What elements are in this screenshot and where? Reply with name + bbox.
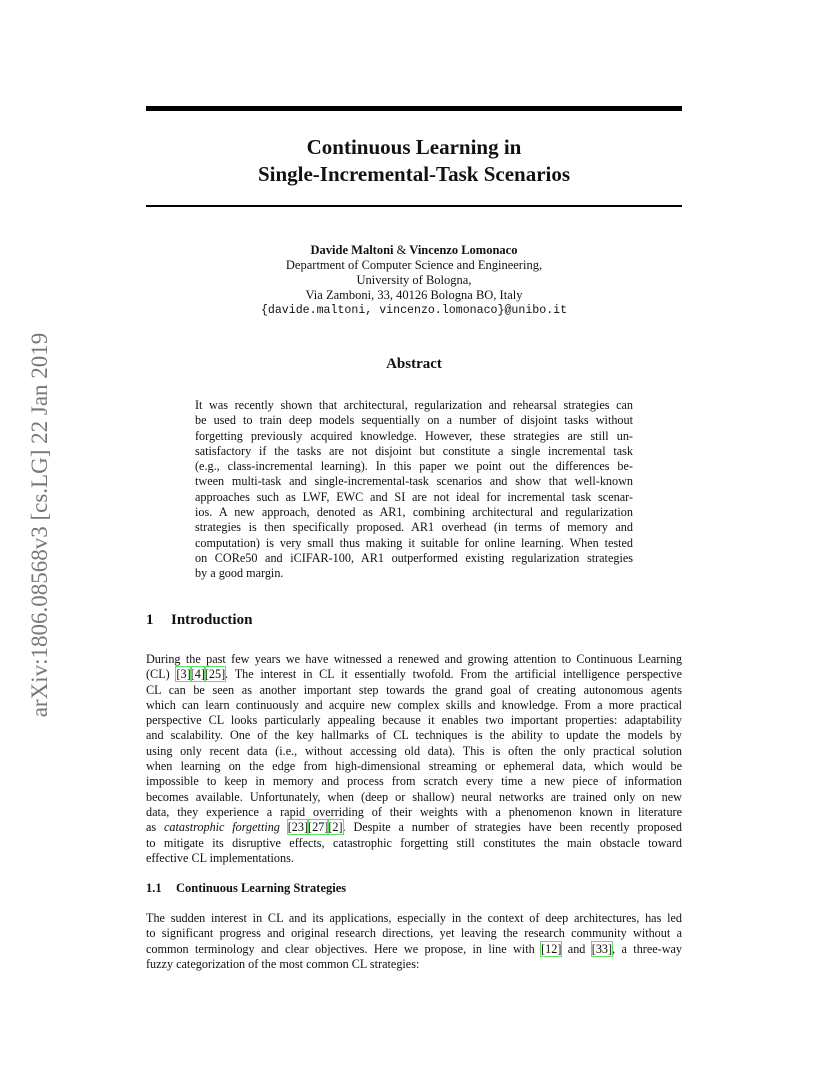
title-bottom-rule (146, 205, 682, 207)
title-line-2: Single-Incremental-Task Scenarios (257, 162, 571, 186)
intro-line: to mitigate its disruptive effects, catastrophic forgetting still constitutes the main obstacle toward (146, 835, 682, 850)
strategies-text: , a three-way (612, 941, 683, 956)
arxiv-identifier-text: arXiv:1806.08568v3 [cs.LG] 22 Jan 2019 (27, 332, 52, 718)
intro-line (146, 667, 682, 682)
intro-text: . Despite a number of strategies have been recently proposed (342, 820, 683, 835)
intro-line: and scalability. One of the key hallmarks of CL techniques is the ability to update the models by (146, 728, 682, 743)
strategies-line: fuzzy categorization of the most common CL strategies: (146, 956, 420, 971)
strategies-line: The sudden interest in CL and its applications, especially in the context of deep architectures, has led (146, 911, 682, 925)
citation-link[interactable]: [23] (287, 820, 309, 835)
abstract-line: strategies is then specifically proposed. AR1 overhead (in terms of memory and (195, 520, 633, 535)
intro-line: effective CL implementations. (146, 850, 294, 865)
intro-line (146, 820, 682, 835)
abstract-line: tween multi-task and single-incremental-task scenarios and show that well-known (195, 474, 633, 489)
intro-text: (CL) (146, 667, 170, 682)
title-line-1: Continuous Learning in (306, 135, 522, 159)
emphasized-term: catastrophic forgetting (163, 820, 280, 835)
abstract-line: approaches such as LWF, EWC and SI are not ideal for incremental task scenar- (195, 489, 633, 504)
abstract-line: by a good margin. (195, 566, 284, 581)
subsection-title: Continuous Learning Strategies (176, 881, 347, 895)
citation-link[interactable]: [25] (204, 667, 226, 682)
abstract-line: on CORe50 and iCIFAR-100, AR1 outperformed existing regularization strategies (195, 550, 633, 565)
author-department: Department of Computer Science and Engineering, (285, 258, 543, 272)
author-block (146, 243, 682, 318)
strategies-text: and (567, 941, 586, 956)
citation-link[interactable]: [12] (541, 941, 562, 956)
author-email: {davide.maltoni, vincenzo.lomonaco}@unibo.it (260, 304, 568, 317)
intro-line: when learning on the edge from high-dimensional streaming or ephemeral data, which would be (146, 759, 682, 774)
section-heading-introduction (146, 612, 252, 629)
section-number: 1 (146, 612, 154, 628)
strategies-text: common terminology and clear objectives. Here we propose, in line with (146, 941, 535, 956)
author-ampersand: & (396, 243, 407, 257)
strategies-line: to significant progress and original research directions, yet leaving the research community without a (146, 926, 682, 941)
arxiv-identifier-stamp (22, 292, 58, 758)
abstract-line: It was recently shown that architectural, regularization and rehearsal strategies can (195, 398, 633, 412)
abstract-line: satisfactory if the tasks are not disjoint but constitute a single incremental task (195, 443, 633, 458)
author-university: University of Bologna, (356, 273, 472, 287)
paper-title (146, 134, 682, 188)
subsection-number: 1.1 (146, 881, 162, 895)
abstract-line: computation) is very small thus making it suitable for online learning. When tested (195, 535, 633, 550)
citation-link[interactable]: [3] (176, 667, 191, 682)
intro-line: During the past few years we have witnessed a renewed and growing attention to Continuous Learning (146, 652, 682, 666)
strategies-line (146, 942, 682, 957)
intro-line: impossible to keep in memory and process from scratch every time a new piece of information (146, 774, 682, 789)
author-name-1: Davide Maltoni (310, 243, 394, 257)
abstract-line: (e.g., class-incremental learning). In this paper we point out the differences be- (195, 459, 633, 474)
author-address: Via Zamboni, 33, 40126 Bologna BO, Italy (305, 288, 523, 302)
intro-line: data, they experience a rapid overriding of their weights with a phenomenon known in literature (146, 804, 682, 819)
intro-text: as (146, 820, 157, 835)
citation-link[interactable]: [33] (591, 941, 613, 956)
abstract-body (195, 398, 633, 582)
intro-line: using only recent data (i.e., without accessing old data). This is often the only practical solution (146, 743, 682, 758)
intro-line: which can learn continuously and acquire new complex skills and knowledge. From a more practical (146, 697, 682, 712)
subsection-heading-cl-strategies (146, 881, 346, 896)
author-names (146, 243, 682, 258)
author-name-2: Vincenzo Lomonaco (409, 243, 518, 257)
citation-link[interactable]: [4] (190, 667, 205, 682)
introduction-paragraph (146, 652, 682, 866)
section-title: Introduction (171, 612, 253, 628)
citation-link[interactable]: [27] (308, 820, 329, 835)
intro-text: . The interest in CL it essentially twofold. From the artificial intelligence perspective (225, 667, 683, 682)
intro-line: becomes available. Unfortunately, when (deep or shallow) neural networks are trained only on new (146, 789, 682, 804)
abstract-line: forgetting previously acquired knowledge. However, these strategies are still un- (195, 428, 633, 443)
title-top-rule (146, 106, 682, 111)
intro-line: CL can be seen as another important step towards the grand goal of creating autonomous agents (146, 682, 682, 697)
intro-line: perspective CL looks particularly appealing because it enables two important properties: adaptability (146, 713, 682, 728)
abstract-line: be used to train deep models sequentially on a number of disjoint tasks without (195, 413, 633, 428)
citation-link[interactable]: [2] (328, 820, 343, 835)
abstract-heading: Abstract (386, 356, 442, 372)
abstract-line: ios. A new approach, denoted as AR1, combining architectural and regularization (195, 505, 633, 520)
strategies-paragraph (146, 911, 682, 972)
